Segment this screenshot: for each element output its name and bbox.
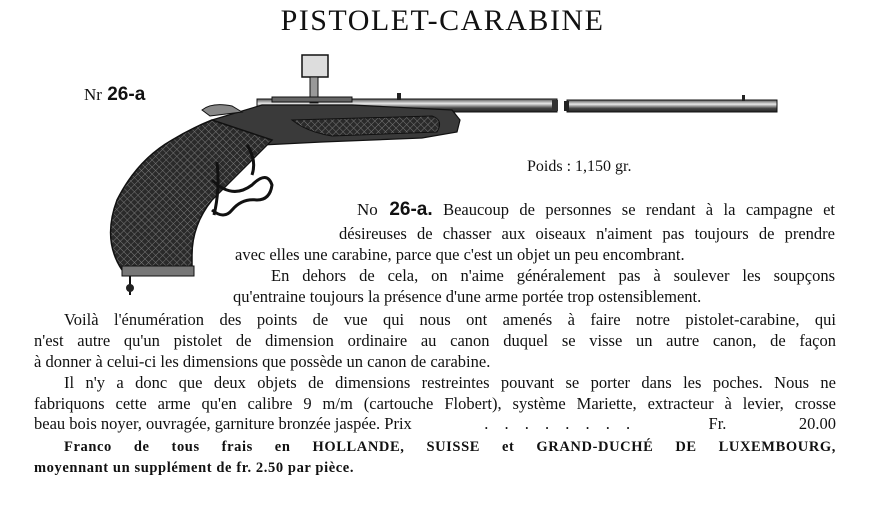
page-title: PISTOLET-CARABINE xyxy=(280,4,605,37)
body-line-3: à donner à celui-ci les dimensions que possède un canon de carabine. xyxy=(34,352,491,371)
price-leader-dots: . . . . . . . . xyxy=(484,414,637,433)
weight-label: Poids : 1,150 gr. xyxy=(527,158,632,175)
body-line-4: Il n'y a donc que deux objets de dimensions restreintes pouvant se porter dans les poches. Nous ne xyxy=(64,373,836,392)
carbine-barrel xyxy=(567,100,777,112)
franco-line-1: Franco de tous frais en HOLLANDE, SUISSE et GRAND-DUCHÉ DE LUXEMBOURG, xyxy=(64,439,836,455)
intro-line-2: désireuses de chasser aux oiseaux n'aiment pas toujours de prendre xyxy=(339,224,835,243)
rear-sight xyxy=(302,55,328,77)
model-number-value: 26-a xyxy=(107,84,146,105)
model-prefix: Nr xyxy=(84,85,102,104)
intro-line-1-text: Beaucoup de personnes se rendant à la campagne et xyxy=(443,200,836,219)
body-line-1: Voilà l'énumération des points de vue qui nous ont amenés à faire notre pistolet-carabine, qui xyxy=(64,310,836,329)
body-line-2: n'est autre qu'un pistolet de dimension ordinaire au canon duquel se visse un autre canon, de façon xyxy=(34,331,836,350)
price-line xyxy=(34,414,836,434)
butt-cap xyxy=(122,266,194,276)
body-line-6: beau bois noyer, ouvragée, garniture bronzée jaspée. Prix xyxy=(34,414,412,433)
intro-line-4: En dehors de cela, on n'aime généralement pas à soulever les soupçons xyxy=(271,266,835,285)
franco-line-2: moyennant un supplément de fr. 2.50 par pièce. xyxy=(34,460,355,476)
intro-line-5: qu'entraine toujours la présence d'une arme portée trop ostensiblement. xyxy=(233,287,702,306)
item-reference: No 26-a. xyxy=(357,199,433,220)
intro-line-1 xyxy=(357,200,835,220)
intro-line-3: avec elles une carabine, parce que c'est un objet un peu encombrant. xyxy=(235,245,685,264)
price-value: 20.00 xyxy=(798,414,836,433)
body-line-5: fabriquons cette arme qu'en calibre 9 m/m (cartouche Flobert), système Mariette, extracteur à levier, crosse xyxy=(34,394,836,413)
price-currency: Fr. xyxy=(708,414,727,433)
